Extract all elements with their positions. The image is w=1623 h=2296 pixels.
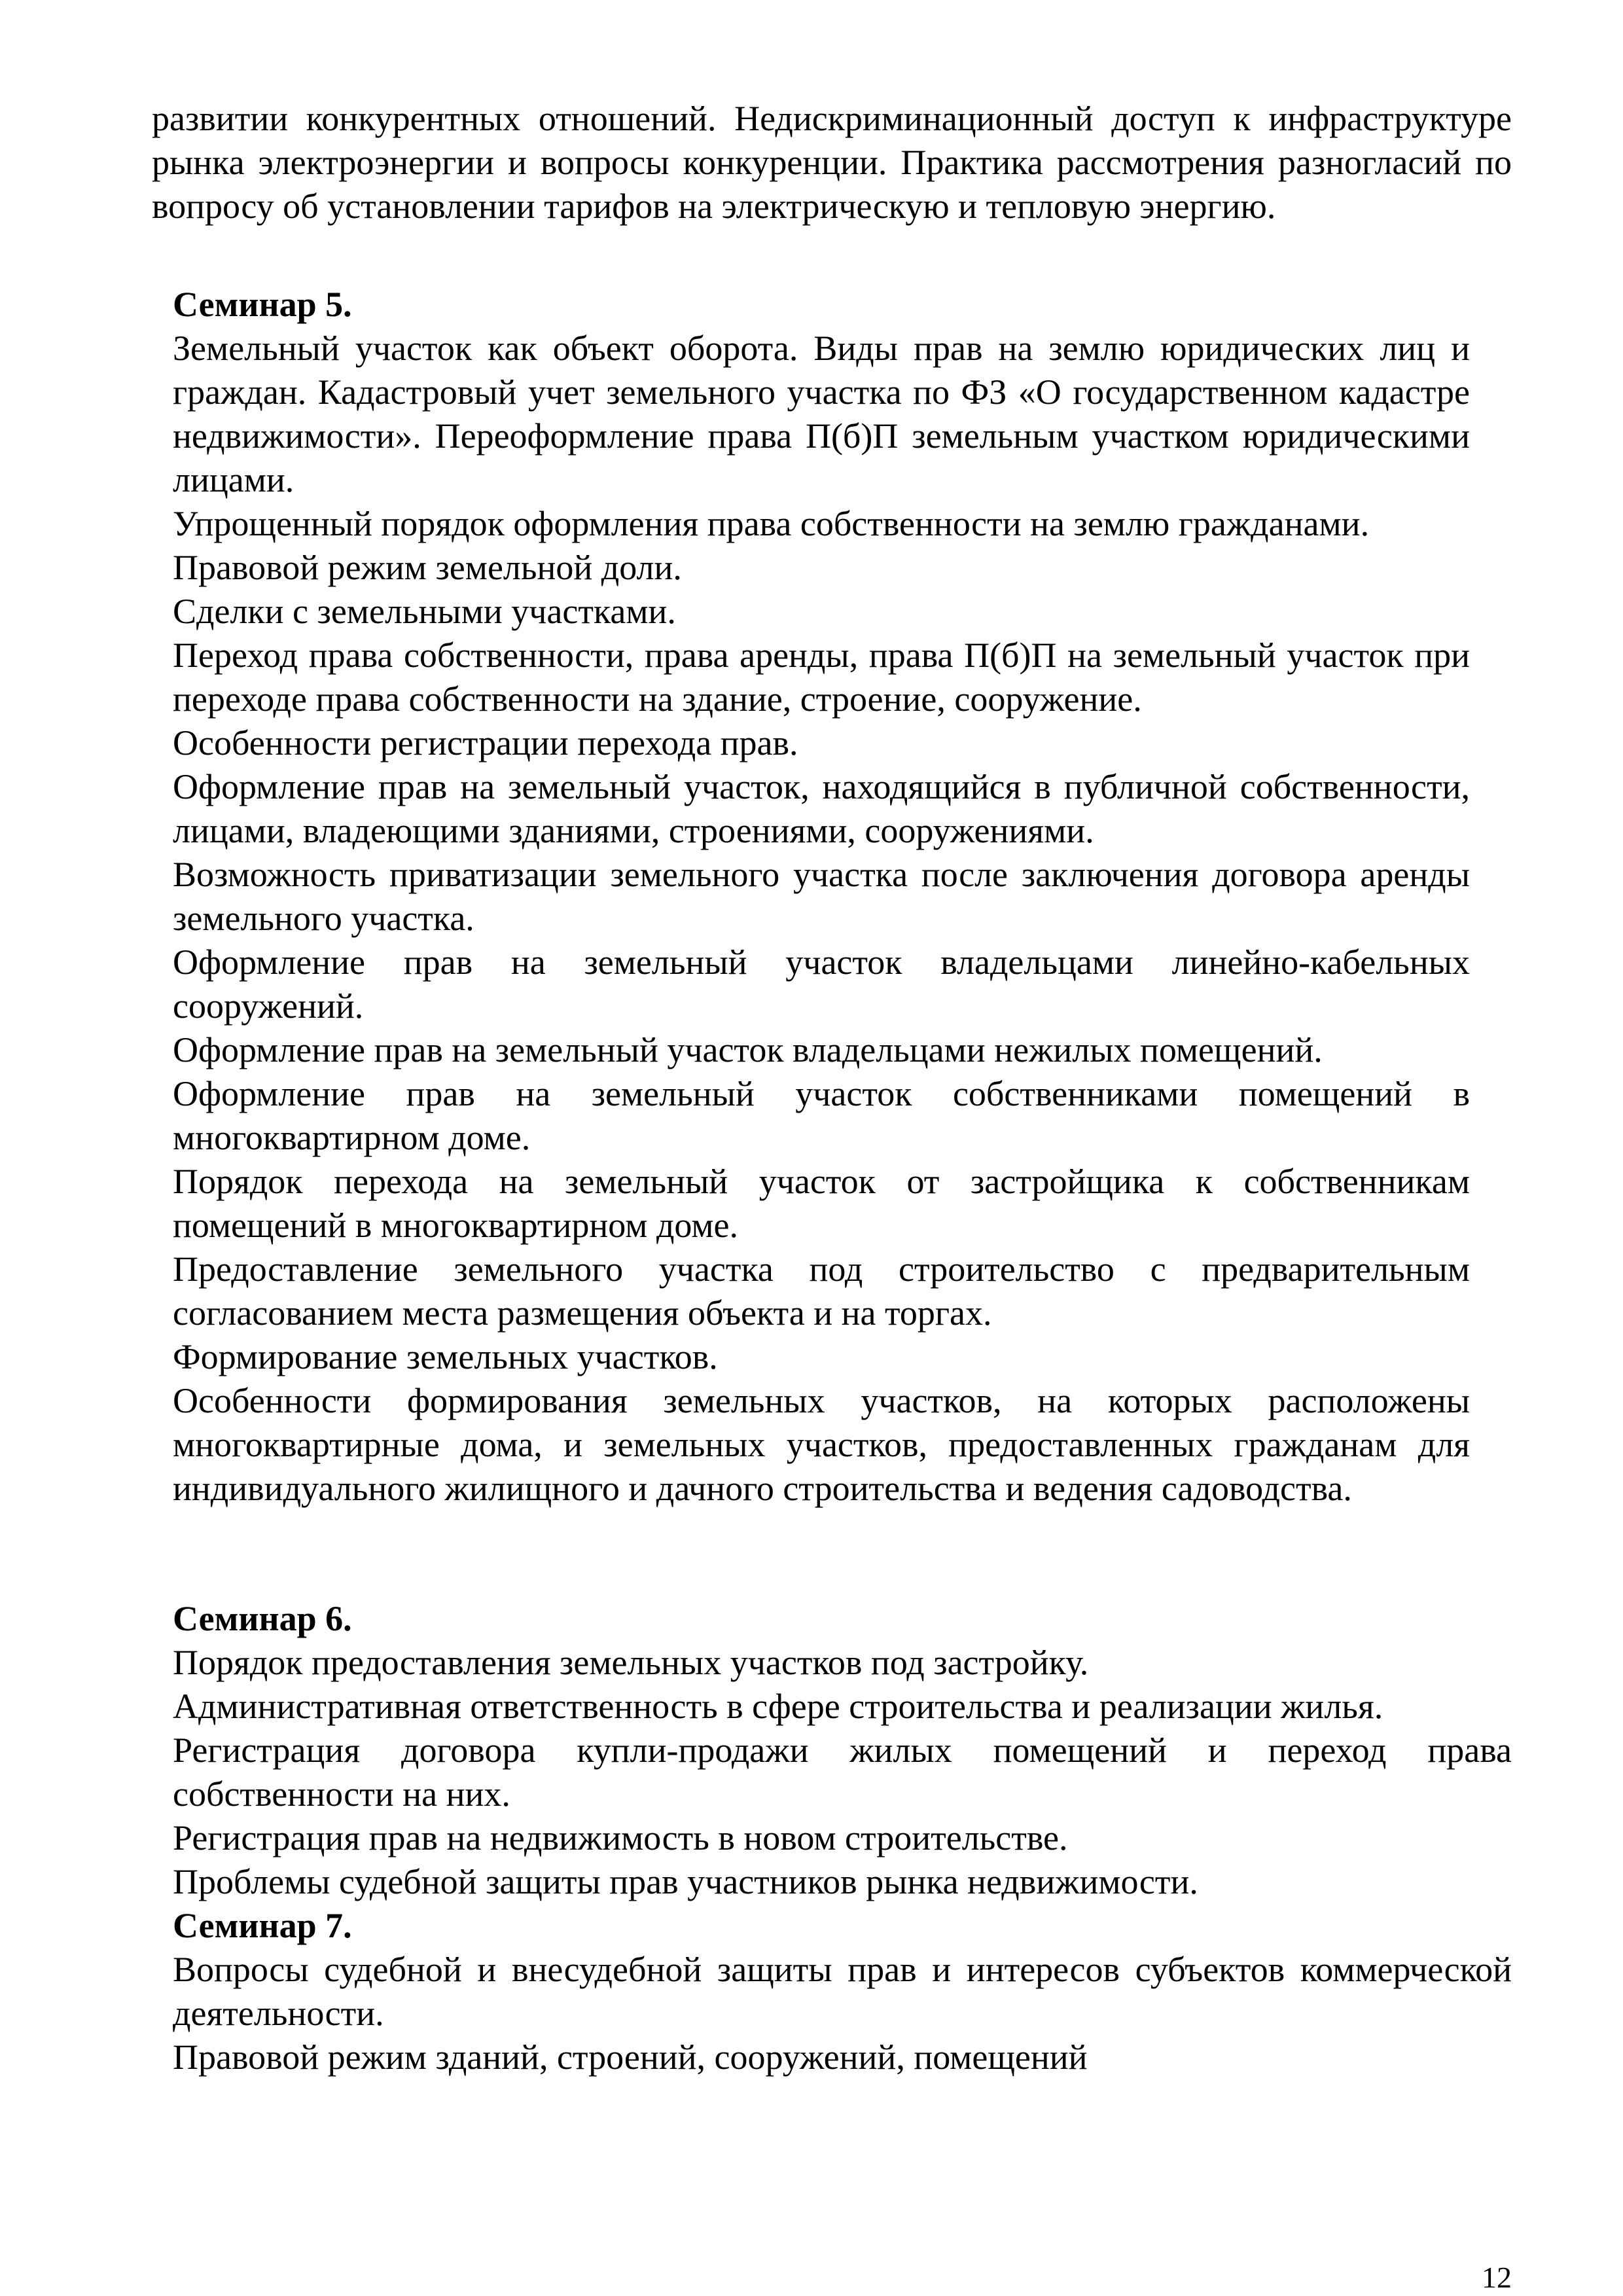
intro-paragraph: развитии конкурентных отношений. Недискриминационный доступ к инфраструктуре рынка электроэнергии и вопросы конкуренции. Практика рассмотрения разногласий по вопросу об установлении тарифов на электрическую и тепловую энергию. xyxy=(152,99,1512,226)
seminar-6-item: Порядок предоставления земельных участков под застройку. xyxy=(173,1643,1089,1682)
seminar-5-item: Предоставление земельного участка под строительство с предварительным согласованием места размещения объекта и на торгах. xyxy=(173,1249,1470,1333)
seminar-5-item: Возможность приватизации земельного участка после заключения договора аренды земельного участка. xyxy=(173,855,1470,938)
seminar-7-item: Вопросы судебной и внесудебной защиты прав и интересов субъектов коммерческой деятельности. xyxy=(173,1950,1512,2033)
seminar-6-item: Административная ответственность в сфере строительства и реализации жилья. xyxy=(173,1687,1383,1726)
page-number: 12 xyxy=(1482,2261,1512,2294)
seminar-7-heading: Семинар 7. xyxy=(173,1906,352,1945)
seminar-5-item: Особенности формирования земельных участков, на которых расположены многоквартирные дома, и земельных участков, предоставленных гражданам для индивидуального жилищного и дачного строительства и ведения садоводства. xyxy=(173,1381,1470,1508)
seminar-5-item: Земельный участок как объект оборота. Виды прав на землю юридических лиц и граждан. Кадастровый учет земельного участка по ФЗ «О государственном кадастре недвижимости». Переоформление права П(б)П земельным участком юридическими лицами. xyxy=(173,329,1470,499)
seminar-5-item: Оформление прав на земельный участок, находящийся в публичной собственности, лицами, владеющими зданиями, строениями, сооружениями. xyxy=(173,767,1470,850)
seminar-5-item: Особенности регистрации перехода прав. xyxy=(173,723,798,762)
seminar-5-item: Правовой режим земельной доли. xyxy=(173,548,682,587)
seminar-5-heading: Семинар 5. xyxy=(173,285,352,324)
seminar-5-item: Формирование земельных участков. xyxy=(173,1337,718,1376)
seminar-5-item: Оформление прав на земельный участок владельцами линейно-кабельных сооружений. xyxy=(173,942,1470,1026)
seminar-7-item: Правовой режим зданий, строений, сооружений, помещений xyxy=(173,2037,1088,2077)
seminar-5-block xyxy=(173,283,1470,1511)
seminar-5-item: Сделки с земельными участками. xyxy=(173,592,676,631)
seminar-5-item: Переход права собственности, права аренды, права П(б)П на земельный участок при переходе права собственности на здание, строение, сооружение. xyxy=(173,636,1470,719)
seminar-5-item: Оформление прав на земельный участок владельцами нежилых помещений. xyxy=(173,1030,1323,1069)
seminar-6-block xyxy=(173,1597,1512,2079)
seminar-5-item: Упрощенный порядок оформления права собственности на землю гражданами. xyxy=(173,504,1370,543)
seminar-5-item: Оформление прав на земельный участок собственниками помещений в многоквартирном доме. xyxy=(173,1074,1470,1157)
seminar-6-item: Регистрация договора купли-продажи жилых помещений и переход права собственности на них. xyxy=(173,1731,1512,1814)
seminar-5-item: Порядок перехода на земельный участок от застройщика к собственникам помещений в многоквартирном доме. xyxy=(173,1162,1470,1245)
seminar-6-item: Регистрация прав на недвижимость в новом строительстве. xyxy=(173,1818,1068,1857)
seminar-6-heading: Семинар 6. xyxy=(173,1599,352,1638)
seminar-6-item: Проблемы судебной защиты прав участников рынка недвижимости. xyxy=(173,1862,1198,1901)
